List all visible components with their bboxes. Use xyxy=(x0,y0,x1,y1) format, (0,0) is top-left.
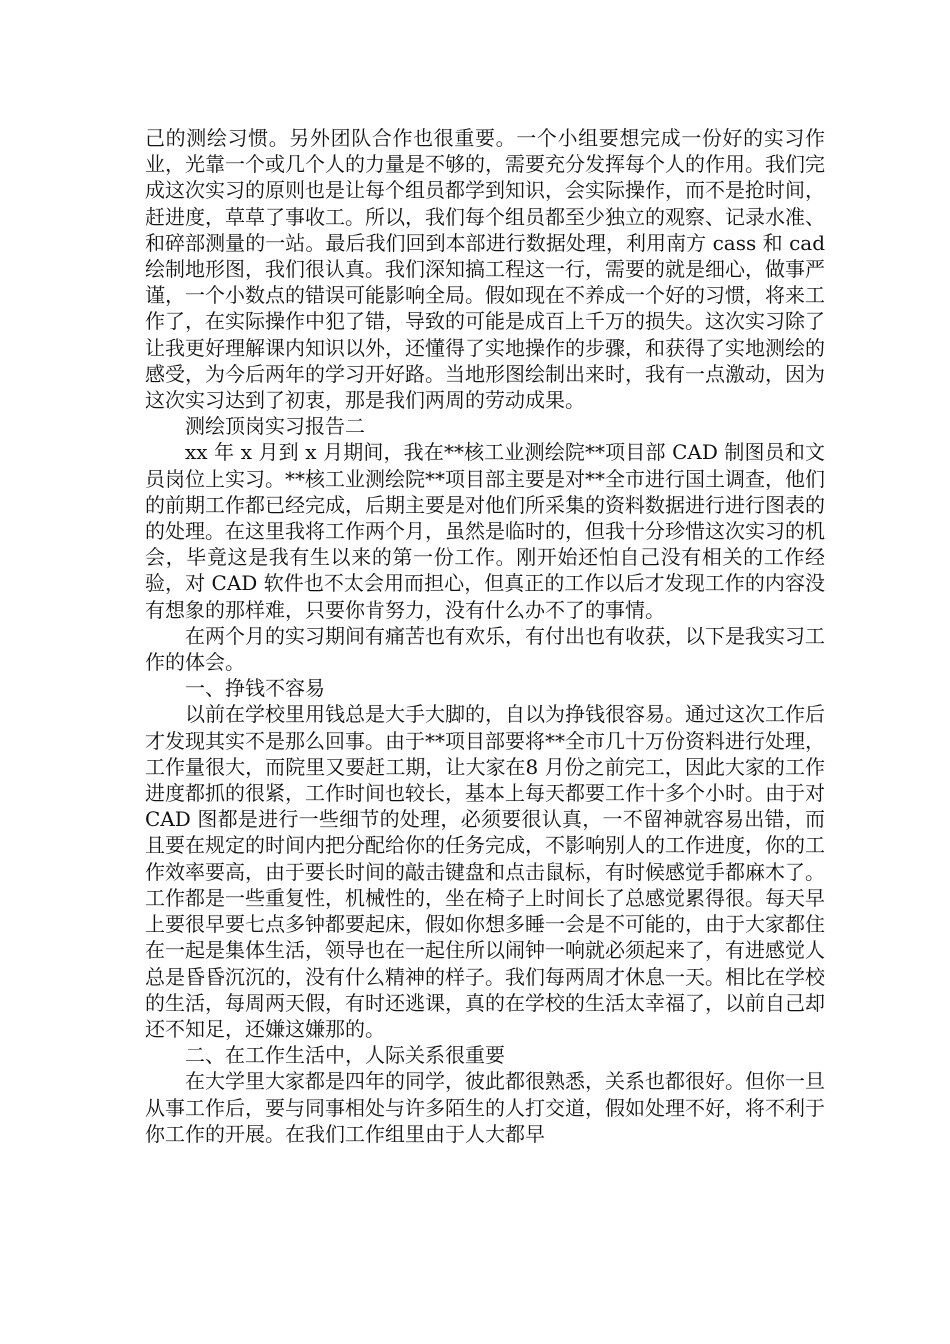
heading-relationships: 二、在工作生活中，人际关系很重要 xyxy=(185,1043,505,1068)
section-title-report-two: 测绘顶岗实习报告二 xyxy=(185,414,365,439)
paragraph-internship-overview: xx 年 x 月到 x 月期间，我在**核工业测绘院**项目部 CAD 制图员和文员岗位上实习。**核工业测绘院**项目部主要是对**全市进行国土调查，他们的前期工作都已经完成，后期主要是对他们所采集的资料数据进行进行图表的的处理。在这里我将工作两个月，虽然是临时的，但我十分珍惜这次实习的机会，毕竟这是我有生以来的第一份工作。刚开始还怕自己没有相关的工作经验，对 CAD 软件也不太会用而担心，但真正的工作以后才发现工作的内容没有想象的那样难，只要你肯努力，没有什么办不了的事情。 xyxy=(145,440,825,622)
document-page xyxy=(145,125,825,1147)
paragraph-experience-summary: 在两个月的实习期间有痛苦也有欢乐，有付出也有收获，以下是我实习工作的体会。 xyxy=(145,623,825,675)
paragraph-intro: 己的测绘习惯。另外团队合作也很重要。一个小组要想完成一份好的实习作业，光靠一个或几个人的力量是不够的，需要充分发挥每个人的作用。我们完成这次实习的原则也是让每个组员都学到知识，会实际操作，而不是抢时间，赶进度，草草了事收工。所以，我们每个组员都至少独立的观察、记录水准、和碎部测量的一站。最后我们回到本部进行数据处理，利用南方 cass 和 cad 绘制地形图，我们很认真。我们深知搞工程这一行，需要的就是细心，做事严谨，一个小数点的错误可能影响全局。假如现在不养成一个好的习惯，将来工作了，在实际操作中犯了错，导致的可能是成百上千万的损失。这次实习除了让我更好理解课内知识以外，还懂得了实地操作的步骤，和获得了实地测绘的感受，为今后两年的学习开好路。当地形图绘制出来时，我有一点激动，因为这次实习达到了初衷，那是我们两周的劳动成果。 xyxy=(145,126,825,413)
paragraph-earning-money: 以前在学校里用钱总是大手大脚的，自以为挣钱很容易。通过这次工作后才发现其实不是那么回事。由于**项目部要将**全市几十万份资料进行处理，工作量很大，而院里又要赶工期，让大家在8 月份之前完工，因此大家的工作进度都抓的很紧，工作时间也较长，基本上每天都要工作十多个小时。由于对 CAD 图都是进行一些细节的处理，必须要很认真，一不留神就容易出错，而且要在规定的时间内把分配给你的任务完成，不影响别人的工作进度，你的工作效率要高，由于要长时间的敲击键盘和点击鼠标，有时候感觉手都麻木了。工作都是一些重复性，机械性的，坐在椅子上时间长了总感觉累得很。每天早上要很早要七点多钟都要起床，假如你想多睡一会是不可能的，由于大家都住在一起是集体生活，领导也在一起住所以闹钟一响就必须起来了，有进感觉人总是昏昏沉沉的，没有什么精神的样子。我们每两周才休息一天。相比在学校的生活，每周两天假，有时还逃课，真的在学校的生活太幸福了，以前自己却还不知足，还嫌这嫌那的。 xyxy=(145,702,825,1041)
paragraph-relationships: 在大学里大家都是四年的同学，彼此都很熟悉，关系也都很好。但你一旦从事工作后，要与同事相处与许多陌生的人打交道，假如处理不好，将不利于你工作的开展。在我们工作组里由于人大都早 xyxy=(145,1069,825,1146)
heading-earning-money: 一、挣钱不容易 xyxy=(185,676,325,701)
